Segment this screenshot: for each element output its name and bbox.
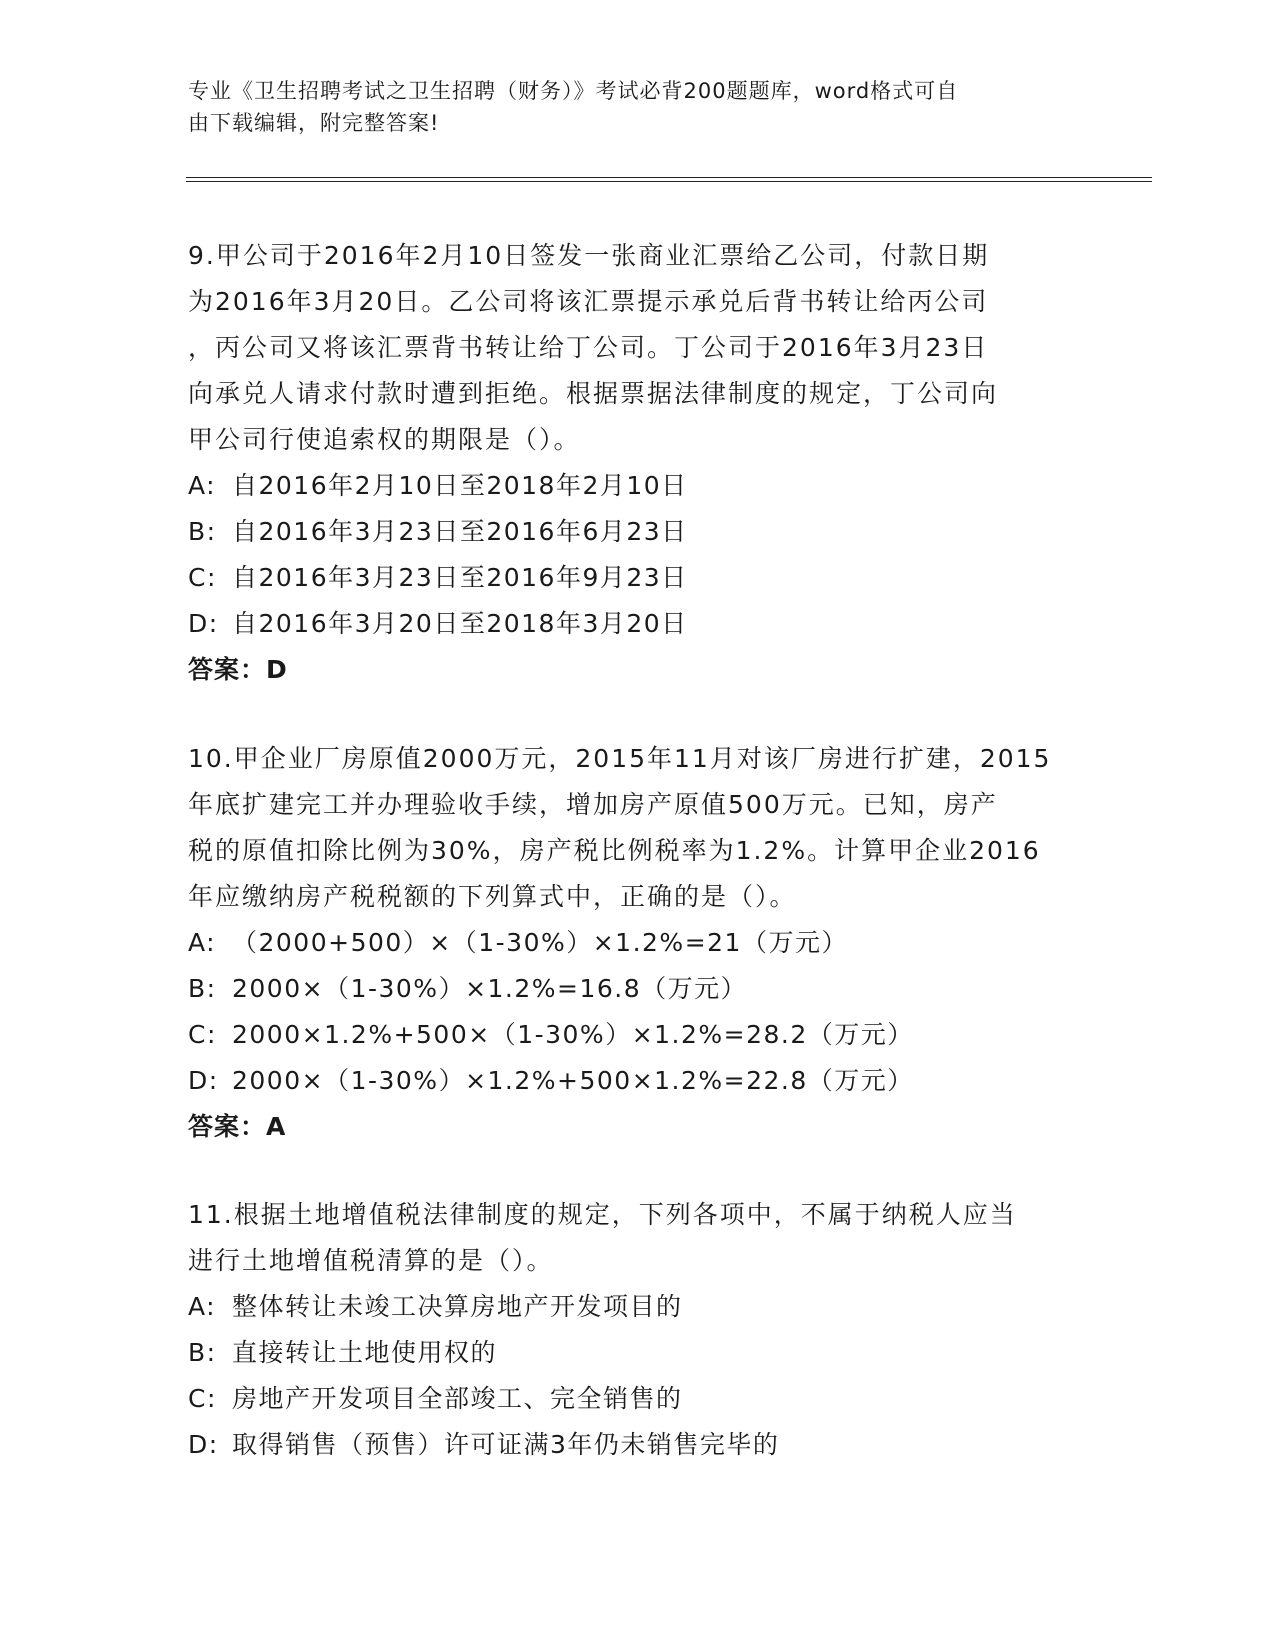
option-label: B:	[188, 517, 217, 546]
stem-line: 年应缴纳房产税税额的下列算式中，正确的是（）。	[188, 882, 797, 911]
option-b	[188, 509, 1088, 555]
option-a	[188, 1284, 1088, 1330]
option-text: （2000+500）×（1-30%）×1.2%=21（万元）	[232, 928, 848, 957]
stem-line: ，丙公司又将该汇票背书转让给丁公司。丁公司于2016年3月23日	[188, 333, 989, 362]
stem-line: 11.根据土地增值税法律制度的规定，下列各项中，不属于纳税人应当	[188, 1200, 1017, 1229]
option-text: 自2016年2月10日至2018年2月10日	[232, 471, 688, 500]
option-d	[188, 601, 1088, 647]
stem-line: 向承兑人请求付款时遭到拒绝。根据票据法律制度的规定，丁公司向	[188, 379, 999, 408]
option-d	[188, 1058, 1088, 1104]
stem-line: 进行土地增值税清算的是（）。	[188, 1246, 554, 1275]
option-text: 直接转让土地使用权的	[232, 1338, 498, 1367]
option-label: A:	[188, 1292, 217, 1321]
option-c	[188, 555, 1088, 601]
stem-line: 年底扩建完工并办理验收手续，增加房产原值500万元。已知，房产	[188, 790, 998, 819]
option-text: 房地产开发项目全部竣工、完全销售的	[232, 1384, 683, 1413]
option-label: B:	[188, 974, 217, 1003]
question-stem	[188, 1192, 1088, 1284]
option-a	[188, 463, 1088, 509]
option-label: A:	[188, 928, 217, 957]
option-c	[188, 1012, 1088, 1058]
option-c	[188, 1376, 1088, 1422]
answer-line: 答案：D	[188, 655, 288, 684]
option-text: 自2016年3月23日至2016年9月23日	[232, 563, 688, 592]
stem-line: 为2016年3月20日。乙公司将该汇票提示承兑后背书转让给丙公司	[188, 287, 989, 316]
option-label: D:	[188, 1430, 219, 1459]
question-stem	[188, 233, 1088, 463]
option-text: 整体转让未竣工决算房地产开发项目的	[232, 1292, 683, 1321]
option-b	[188, 1330, 1088, 1376]
question-10	[188, 736, 1088, 1150]
stem-line: 9.甲公司于2016年2月10日签发一张商业汇票给乙公司，付款日期	[188, 241, 990, 270]
header-line-1: 专业《卫生招聘考试之卫生招聘（财务）》考试必背200题题库，word格式可自	[188, 79, 959, 103]
option-text: 2000×（1-30%）×1.2%+500×1.2%=22.8（万元）	[232, 1066, 914, 1095]
document-header	[188, 75, 1068, 139]
option-label: C:	[188, 1020, 217, 1049]
header-divider	[186, 177, 1152, 182]
question-stem	[188, 736, 1088, 920]
option-label: A:	[188, 471, 217, 500]
stem-line: 10.甲企业厂房原值2000万元，2015年11月对该厂房进行扩建，2015	[188, 744, 1052, 773]
option-text: 2000×1.2%+500×（1-30%）×1.2%=28.2（万元）	[232, 1020, 914, 1049]
answer-line: 答案：A	[188, 1112, 287, 1141]
option-d	[188, 1422, 1088, 1468]
option-a	[188, 920, 1088, 966]
option-label: B:	[188, 1338, 217, 1367]
option-label: C:	[188, 563, 217, 592]
option-text: 自2016年3月23日至2016年6月23日	[232, 517, 688, 546]
option-text: 2000×（1-30%）×1.2%=16.8（万元）	[232, 974, 748, 1003]
option-label: D:	[188, 609, 219, 638]
header-line-2: 由下载编辑，附完整答案!	[188, 111, 440, 135]
option-label: D:	[188, 1066, 219, 1095]
option-b	[188, 966, 1088, 1012]
stem-line: 甲公司行使追索权的期限是（）。	[188, 425, 581, 454]
option-label: C:	[188, 1384, 217, 1413]
question-9	[188, 233, 1088, 693]
option-text: 取得销售（预售）许可证满3年仍未销售完毕的	[232, 1430, 780, 1459]
option-text: 自2016年3月20日至2018年3月20日	[232, 609, 688, 638]
question-11	[188, 1192, 1088, 1468]
stem-line: 税的原值扣除比例为30%，房产税比例税率为1.2%。计算甲企业2016	[188, 836, 1041, 865]
